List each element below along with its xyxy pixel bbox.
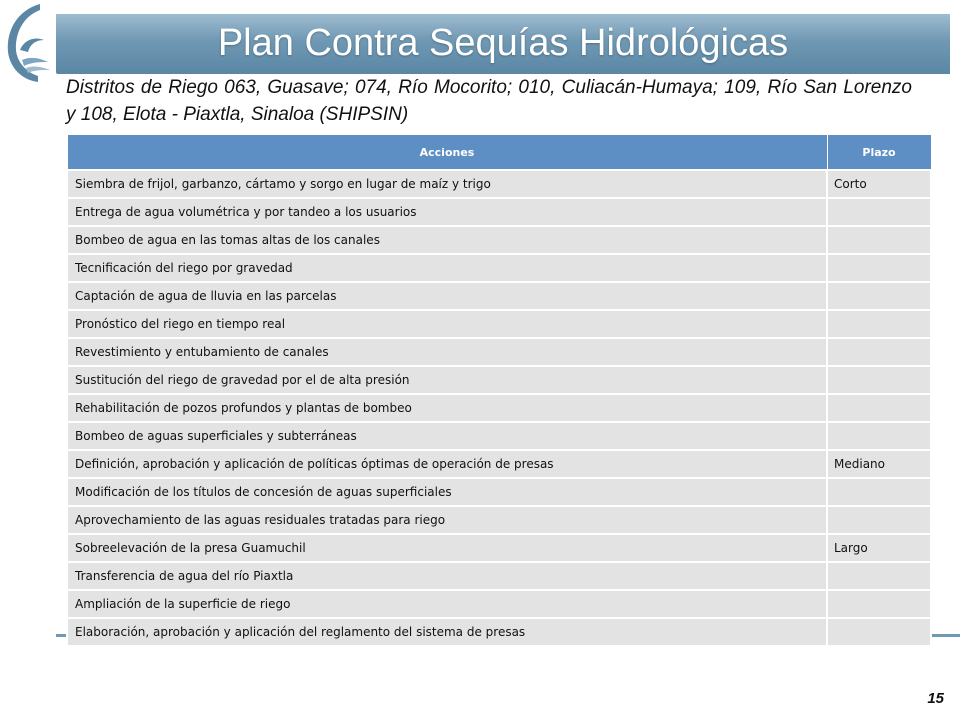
cell-plazo	[827, 338, 931, 366]
cell-accion: Sobreelevación de la presa Guamuchil	[67, 534, 827, 562]
table-row	[67, 450, 931, 478]
cell-accion: Rehabilitación de pozos profundos y plantas de bombeo	[67, 394, 827, 422]
table-row	[67, 394, 931, 422]
cell-plazo	[827, 310, 931, 338]
cell-accion: Elaboración, aprobación y aplicación del reglamento del sistema de presas	[67, 618, 827, 646]
cell-plazo	[827, 506, 931, 534]
cell-accion: Aprovechamiento de las aguas residuales tratadas para riego	[67, 506, 827, 534]
cell-plazo	[827, 590, 931, 618]
title-bar	[56, 14, 950, 74]
actions-table	[66, 134, 932, 647]
cell-accion: Revestimiento y entubamiento de canales	[67, 338, 827, 366]
page-number: 15	[927, 690, 944, 707]
cell-accion: Pronóstico del riego en tiempo real	[67, 310, 827, 338]
cell-plazo	[827, 478, 931, 506]
table-row	[67, 422, 931, 450]
cell-accion: Entrega de agua volumétrica y por tandeo a los usuarios	[67, 198, 827, 226]
cell-plazo	[827, 562, 931, 590]
cell-plazo	[827, 254, 931, 282]
cell-plazo	[827, 198, 931, 226]
table-header-row	[67, 135, 931, 171]
cell-accion: Tecnificación del riego por gravedad	[67, 254, 827, 282]
cell-accion: Bombeo de aguas superficiales y subterráneas	[67, 422, 827, 450]
table-row	[67, 338, 931, 366]
cell-accion: Ampliación de la superficie de riego	[67, 590, 827, 618]
table-row	[67, 506, 931, 534]
column-header-acciones: Acciones	[67, 135, 827, 171]
cell-plazo: Largo	[827, 534, 931, 562]
table-row	[67, 590, 931, 618]
table-row	[67, 254, 931, 282]
cell-accion: Siembra de frijol, garbanzo, cártamo y sorgo en lugar de maíz y trigo	[67, 170, 827, 198]
table-row	[67, 170, 931, 198]
conagua-logo-icon	[0, 0, 58, 90]
cell-plazo	[827, 226, 931, 254]
table-row	[67, 534, 931, 562]
table-row	[67, 310, 931, 338]
table-row	[67, 366, 931, 394]
cell-accion: Sustitución del riego de gravedad por el de alta presión	[67, 366, 827, 394]
table-row	[67, 618, 931, 646]
table-row	[67, 198, 931, 226]
cell-plazo: Mediano	[827, 450, 931, 478]
cell-plazo	[827, 422, 931, 450]
actions-table-container	[66, 134, 930, 647]
table-row	[67, 226, 931, 254]
cell-accion: Captación de agua de lluvia en las parcelas	[67, 282, 827, 310]
cell-plazo	[827, 282, 931, 310]
column-header-plazo: Plazo	[827, 135, 931, 171]
cell-accion: Definición, aprobación y aplicación de políticas óptimas de operación de presas	[67, 450, 827, 478]
cell-accion: Transferencia de agua del río Piaxtla	[67, 562, 827, 590]
table-row	[67, 282, 931, 310]
page-title: Plan Contra Sequías Hidrológicas	[217, 22, 789, 64]
page-subtitle: Distritos de Riego 063, Guasave; 074, Río Mocorito; 010, Culiacán-Humaya; 109, Río San Lorenzo y 108, Elota - Piaxtla, Sinaloa (SHIPSIN)	[66, 77, 912, 125]
table-row	[67, 562, 931, 590]
cell-accion: Bombeo de agua en las tomas altas de los canales	[67, 226, 827, 254]
cell-plazo	[827, 618, 931, 646]
cell-plazo	[827, 366, 931, 394]
table-row	[67, 478, 931, 506]
cell-accion: Modificación de los títulos de concesión de aguas superficiales	[67, 478, 827, 506]
cell-plazo	[827, 394, 931, 422]
cell-plazo: Corto	[827, 170, 931, 198]
